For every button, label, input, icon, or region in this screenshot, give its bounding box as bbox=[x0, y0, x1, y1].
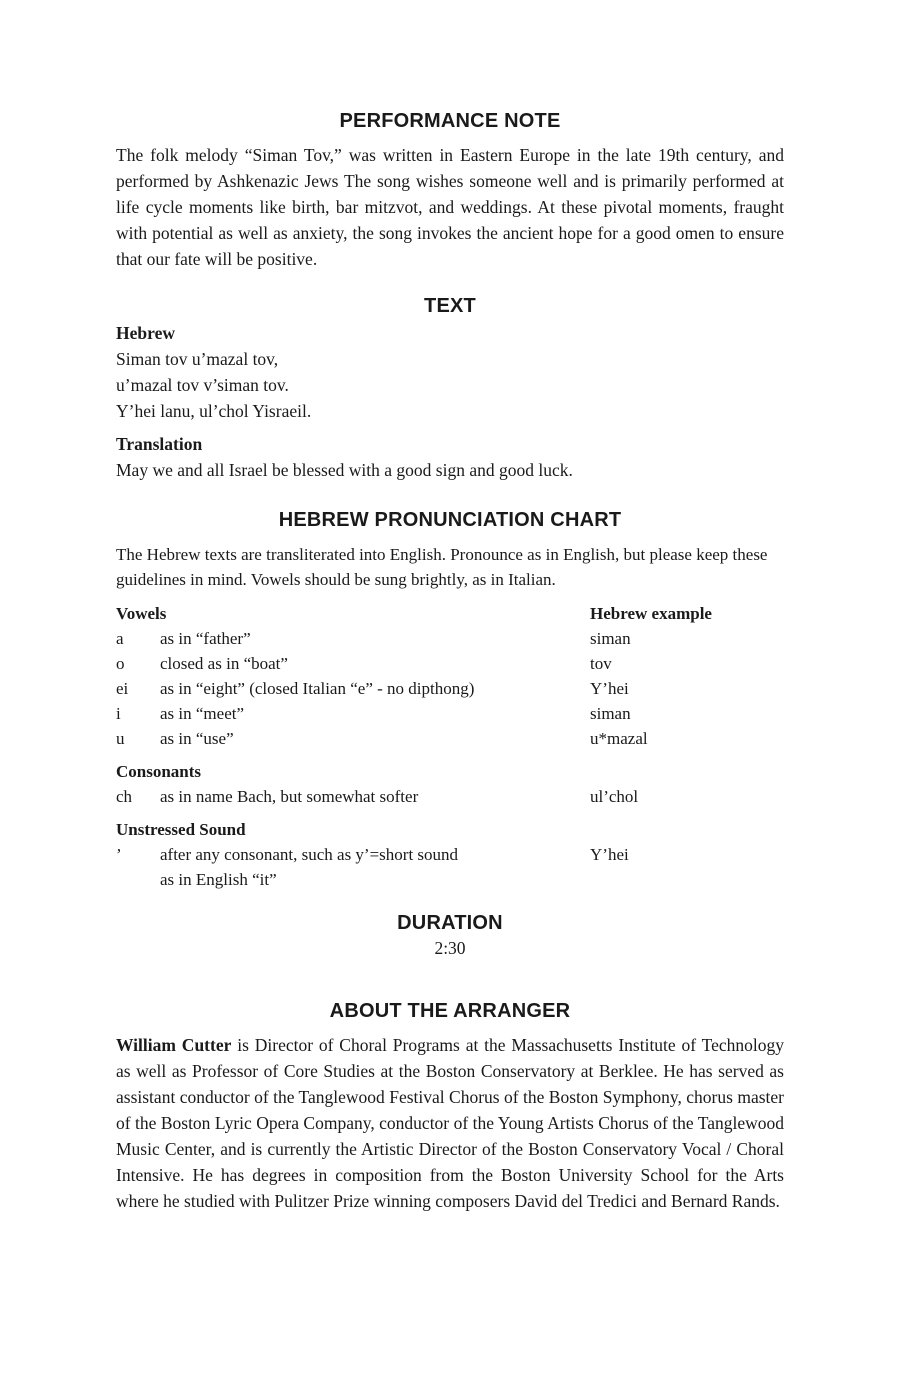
vowel-example: u*mazal bbox=[590, 729, 648, 748]
hebrew-line: u’mazal tov v’siman tov. bbox=[116, 375, 289, 395]
consonant-description: as in name Bach, but somewhat softer bbox=[160, 787, 419, 806]
performance-note-heading: PERFORMANCE NOTE bbox=[339, 110, 561, 132]
translation-label: Translation bbox=[116, 434, 203, 454]
unstressed-header-row bbox=[116, 817, 784, 842]
consonant-row bbox=[116, 784, 784, 809]
vowel-example: siman bbox=[590, 629, 631, 648]
arranger-name: William Cutter bbox=[116, 1035, 232, 1055]
consonant-symbol: ch bbox=[116, 787, 133, 806]
unstressed-example: Y’hei bbox=[590, 845, 629, 864]
pronunciation-intro: The Hebrew texts are transliterated into English. Pronounce as in English, but please keep these guidelines in mind. Vowels should be sung brightly, as in Italian. bbox=[116, 545, 768, 589]
document-page bbox=[116, 110, 784, 1214]
arranger-bio bbox=[116, 1032, 784, 1214]
hebrew-line: Y’hei lanu, ul’chol Yisraeil. bbox=[116, 401, 312, 421]
hebrew-line: Siman tov u’mazal tov, bbox=[116, 349, 279, 369]
vowel-description: closed as in “boat” bbox=[160, 654, 288, 673]
duration-value: 2:30 bbox=[434, 938, 466, 958]
duration-heading: DURATION bbox=[397, 912, 503, 934]
hebrew-label: Hebrew bbox=[116, 323, 175, 343]
vowel-row bbox=[116, 701, 784, 726]
vowel-description: as in “meet” bbox=[160, 704, 245, 723]
consonants-label: Consonants bbox=[116, 762, 202, 781]
unstressed-description-line: after any consonant, such as y’=short sound bbox=[160, 845, 459, 864]
vowel-row bbox=[116, 651, 784, 676]
consonants-header-row bbox=[116, 759, 784, 784]
vowels-label: Vowels bbox=[116, 604, 167, 623]
performance-note-body: The folk melody “Siman Tov,” was written in Eastern Europe in the late 19th century, and performed by Ashkenazic Jews The song wishes someone well and is primarily performed at life cycle moments like birth, bar mitzvot, and weddings. At these pivotal moments, fraught with potential as well as anxiety, the song invokes the ancient hope for a good omen to ensure that our fate will be positive. bbox=[116, 145, 784, 269]
arranger-bio-text: is Director of Choral Programs at the Massachusetts Institute of Technology as well as Professor of Core Studies at the Boston Conservatory at Berklee. He has served as assistant conductor of the Tanglewood Festival Chorus of the Boston Symphony, chorus master of the Boston Lyric Opera Company, conductor of the Young Artists Chorus of the Tanglewood Music Center, and is currently the Artistic Director of the Boston Conservatory Vocal / Choral Intensive. He has degrees in composition from the Boston University School for the Arts where he studied with Pulitzer Prize winning composers David del Tredici and Bernard Rands. bbox=[116, 1035, 784, 1211]
vowel-symbol: a bbox=[116, 629, 124, 648]
vowel-row bbox=[116, 676, 784, 701]
arranger-heading: ABOUT THE ARRANGER bbox=[329, 1000, 571, 1022]
vowel-description: as in “father” bbox=[160, 629, 251, 648]
vowel-description: as in “eight” (closed Italian “e” - no dipthong) bbox=[160, 679, 475, 698]
unstressed-row bbox=[116, 842, 784, 892]
unstressed-description bbox=[160, 842, 590, 892]
vowel-description: as in “use” bbox=[160, 729, 234, 748]
vowel-example: siman bbox=[590, 704, 631, 723]
translation-text: May we and all Israel be blessed with a good sign and good luck. bbox=[116, 460, 573, 480]
unstressed-label: Unstressed Sound bbox=[116, 820, 246, 839]
unstressed-symbol: ’ bbox=[116, 845, 122, 864]
vowel-symbol: ei bbox=[116, 679, 129, 698]
pronunciation-heading: HEBREW PRONUNCIATION CHART bbox=[278, 509, 622, 531]
vowel-row bbox=[116, 726, 784, 751]
vowel-symbol: o bbox=[116, 654, 125, 673]
text-heading: TEXT bbox=[424, 295, 476, 317]
vowel-symbol: u bbox=[116, 729, 125, 748]
vowel-example: Y’hei bbox=[590, 679, 629, 698]
unstressed-description-line: as in English “it” bbox=[160, 870, 277, 889]
consonant-example: ul’chol bbox=[590, 787, 639, 806]
vowel-row bbox=[116, 626, 784, 651]
vowels-header-row bbox=[116, 601, 784, 626]
vowel-symbol: i bbox=[116, 704, 121, 723]
hebrew-example-label: Hebrew example bbox=[590, 604, 712, 623]
vowel-example: tov bbox=[590, 654, 612, 673]
